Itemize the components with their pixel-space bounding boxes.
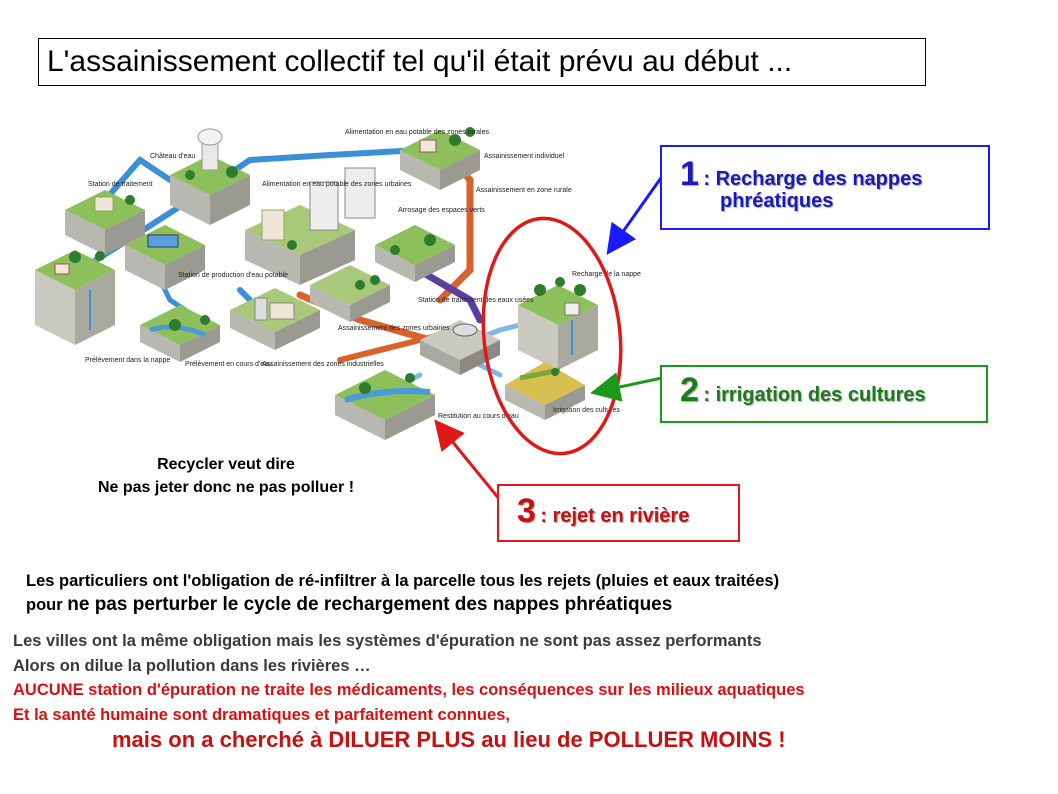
blue-pipe xyxy=(105,160,170,200)
label-restitution: Restitution au cours d'eau xyxy=(438,413,519,420)
block-restitution xyxy=(335,370,435,440)
paragraph-particuliers xyxy=(26,569,779,617)
callout-recharge-text-2: phréatiques xyxy=(720,190,834,212)
paragraph-villes xyxy=(13,629,805,727)
para1-line-2b: ne pas perturber le cycle de rechargement des nappes phréatiques xyxy=(67,594,673,615)
callout-irrigation-number: 2 xyxy=(680,371,699,409)
block-chateau xyxy=(170,129,250,225)
callout-rejet-text: : rejet en rivière xyxy=(540,505,690,527)
callout-rejet xyxy=(497,484,740,542)
label-assain-urbaines: Assainissement des zones urbaines xyxy=(338,325,450,332)
para2-line-4: Et la santé humaine sont dramatiques et parfaitement connues, xyxy=(13,705,510,724)
para1-line-1: Les particuliers ont l'obligation de ré-infiltrer à la parcelle tous les rejets (pluies et eaux traitées) xyxy=(26,572,780,590)
block-prelevement-cours xyxy=(140,305,220,362)
label-alim-urbaines: Alimentation en eau potable des zones urbaines xyxy=(262,181,412,188)
label-prelevement-nappe: Prélèvement dans la nappe xyxy=(85,357,171,364)
label-recharge: Recharge de la nappe xyxy=(572,271,641,278)
final-statement: mais on a cherché à DILUER PLUS au lieu de POLLUER MOINS ! xyxy=(112,727,786,752)
para2-line-2: Alors on dilue la pollution dans les rivières … xyxy=(13,656,371,675)
recycle-line-1: Recycler veut dire xyxy=(157,456,295,473)
callout-recharge-number: 1 xyxy=(680,155,699,193)
callout-irrigation xyxy=(660,365,988,423)
callout-recharge xyxy=(660,145,990,230)
label-station-production: Station de production d'eau potable xyxy=(178,272,288,279)
block-prelevement-nappe xyxy=(35,250,115,345)
recycle-note xyxy=(40,453,412,499)
callout-recharge-text: : Recharge des nappes xyxy=(703,168,923,190)
arrow-rejet xyxy=(438,424,500,500)
para1-line-2a: pour xyxy=(26,596,68,614)
label-station-eaux-usees: Station de traitement des eaux usées xyxy=(418,297,534,304)
label-assain-individuel: Assainissement individuel xyxy=(484,153,565,160)
callout-rejet-number: 3 xyxy=(517,492,536,530)
label-alim-rurales: Alimentation en eau potable des zones rurales xyxy=(345,129,489,136)
recycle-line-2: Ne pas jeter donc ne pas polluer ! xyxy=(97,479,355,496)
page-title: L'assainissement collectif tel qu'il était prévu au début ... xyxy=(38,38,926,86)
callout-irrigation-text: : irrigation des cultures xyxy=(703,384,926,406)
label-assain-rurale: Assainissement en zone rurale xyxy=(476,187,572,194)
arrow-irrigation xyxy=(596,378,662,392)
label-arrosage: Arrosage des espaces verts xyxy=(398,207,485,214)
label-station-traitement: Station de traitement xyxy=(88,181,153,188)
label-chateau: Château d'eau xyxy=(150,153,196,160)
label-prelevement-cours: Prélèvement en cours d'eau xyxy=(185,361,272,368)
block-arrosage xyxy=(375,225,455,282)
label-irrigation: Irrigation des cultures xyxy=(553,407,620,414)
para2-line-1: Les villes ont la même obligation mais les systèmes d'épuration ne sont pas assez performants xyxy=(13,632,762,650)
para2-line-3: AUCUNE station d'épuration ne traite les médicaments, les conséquences sur les milieux aquatiques xyxy=(13,681,805,699)
label-industrielles: Assainissement des zones industrielles xyxy=(262,361,384,368)
